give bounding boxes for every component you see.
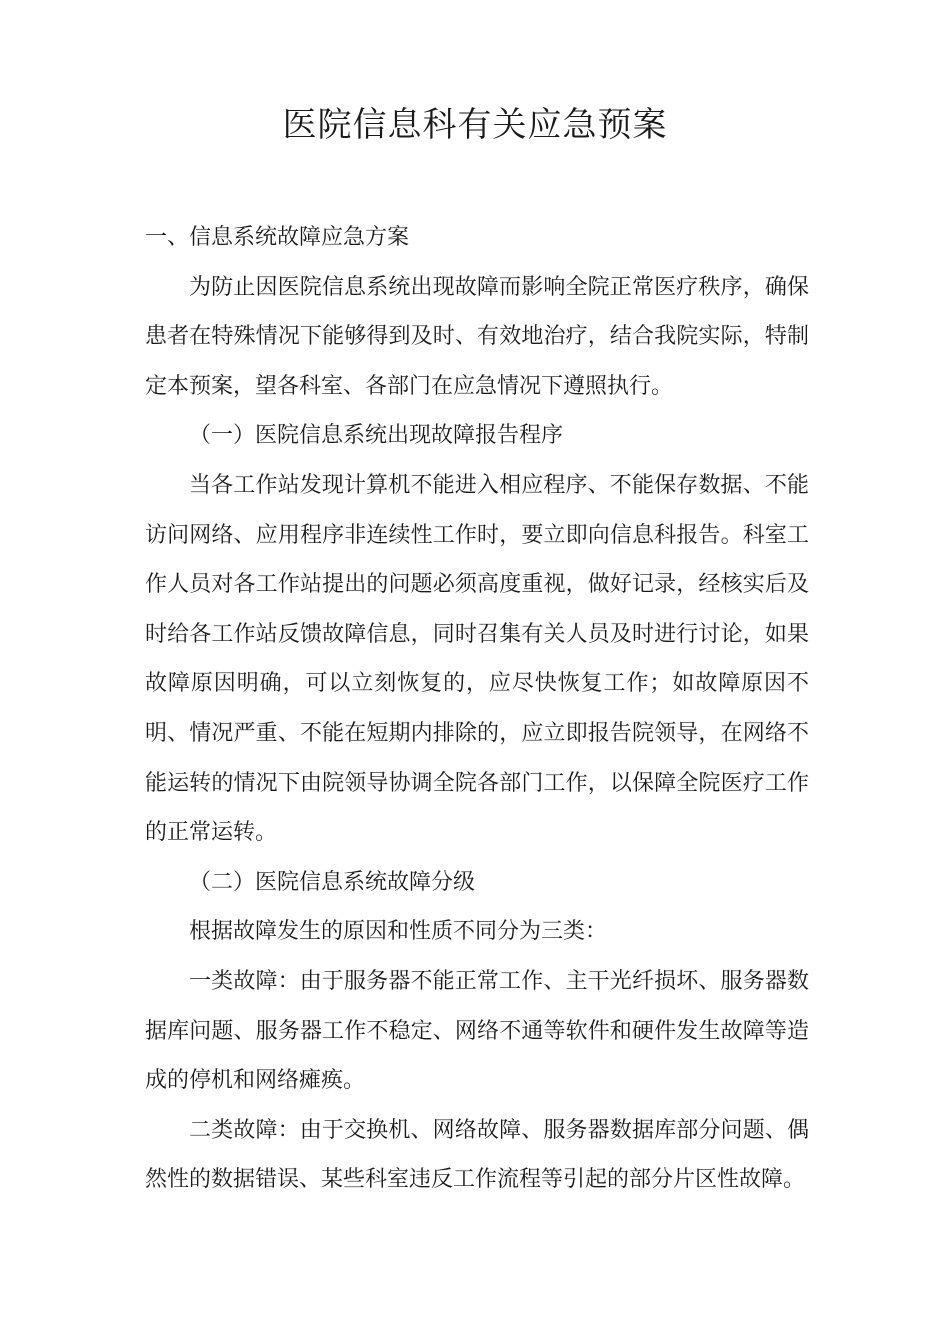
section-heading: 一、信息系统故障应急方案 [145, 225, 410, 250]
paragraph: 二类故障：由于交换机、网络故障、服务器数据库部分问题、偶然性的数据错误、某些科室违反工作流程等引起的部分片区性故障。 [145, 1117, 809, 1193]
subsection-heading: （一）医院信息系统出现故障报告程序 [189, 423, 564, 449]
paragraph: 根据故障发生的原因和性质不同分为三类： [189, 919, 608, 945]
document-body [145, 213, 809, 1205]
subsection-heading: （二）医院信息系统故障分级 [189, 869, 476, 895]
paragraph: 当各工作站发现计算机不能进入相应程序、不能保存数据、不能访问网络、应用程序非连续性工作时，要立即向信息科报告。科室工作人员对各工作站提出的问题必须高度重视，做好记录，经核实后及时给各工作站反馈故障信息，同时召集有关人员及时进行讨论，如果故障原因明确，可以立刻恢复的，应尽快恢复工作；如故障原因不明、情况严重、不能在短期内排除的，应立即报告院领导，在网络不能运转的情况下由院领导协调全院各部门工作，以保障全院医疗工作的正常运转。 [145, 472, 809, 846]
paragraph: 一类故障：由于服务器不能正常工作、主干光纤损坏、服务器数据库问题、服务器工作不稳定、网络不通等软件和硬件发生故障等造成的停机和网络瘫痪。 [145, 968, 809, 1094]
page-title: 医院信息科有关应急预案 [282, 105, 668, 145]
paragraph: 为防止因医院信息系统出现故障而影响全院正常医疗秩序，确保患者在特殊情况下能够得到及时、有效地治疗，结合我院实际，特制定本预案，望各科室、各部门在应急情况下遵照执行。 [145, 274, 809, 399]
